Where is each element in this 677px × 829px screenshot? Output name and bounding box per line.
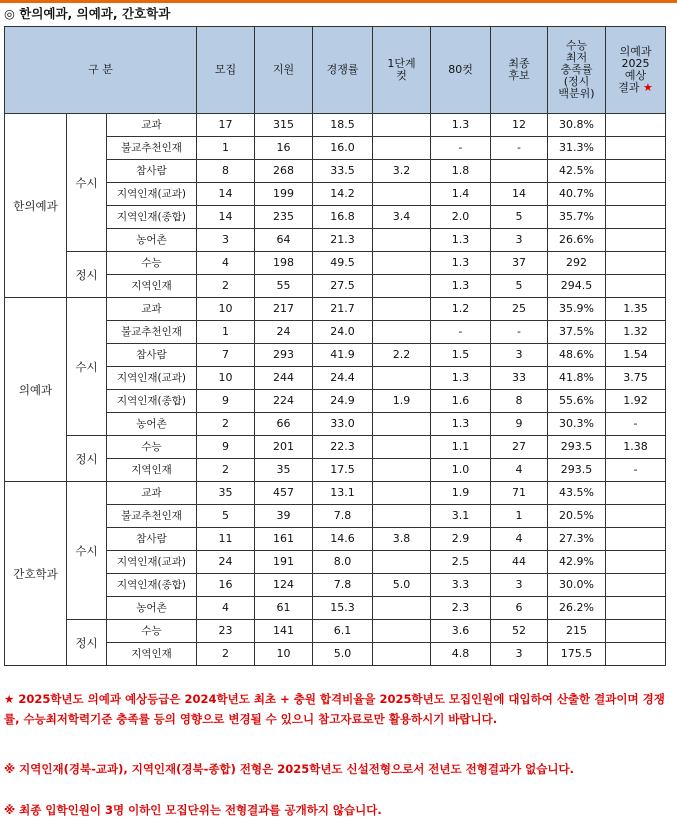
rate-cell: 21.7	[313, 298, 373, 321]
satisfy-cell: 43.5%	[548, 482, 606, 505]
pred-cell	[606, 574, 666, 597]
satisfy-cell: 48.6%	[548, 344, 606, 367]
jiwon-cell: 24	[255, 321, 313, 344]
jiwon-cell: 55	[255, 275, 313, 298]
cut1-cell: 5.0	[373, 574, 431, 597]
pred-cell	[606, 275, 666, 298]
track-cell: 지역인재(교과)	[107, 551, 197, 574]
hubo-cell: 12	[491, 114, 548, 137]
pred-cell	[606, 206, 666, 229]
header-pred-label: 의예과 2025 예상 결과	[618, 45, 652, 94]
track-cell: 참사람	[107, 160, 197, 183]
mojip-cell: 2	[197, 459, 255, 482]
hubo-cell: 5	[491, 275, 548, 298]
jiwon-cell: 16	[255, 137, 313, 160]
cut80-cell: 3.3	[431, 574, 491, 597]
header-pred	[606, 27, 666, 114]
cut1-cell	[373, 114, 431, 137]
cut1-cell	[373, 482, 431, 505]
admission-results-table	[4, 26, 666, 666]
header-cut1: 1단계 컷	[373, 27, 431, 114]
pred-cell	[606, 252, 666, 275]
rate-cell: 5.0	[313, 643, 373, 666]
cut1-cell	[373, 367, 431, 390]
jiwon-cell: 315	[255, 114, 313, 137]
satisfy-cell: 293.5	[548, 436, 606, 459]
cut80-cell: 3.6	[431, 620, 491, 643]
track-cell: 지역인재(교과)	[107, 183, 197, 206]
rate-cell: 27.5	[313, 275, 373, 298]
round-cell: 정시	[67, 252, 107, 298]
mojip-cell: 1	[197, 321, 255, 344]
cut1-cell: 3.8	[373, 528, 431, 551]
pred-cell	[606, 551, 666, 574]
hubo-cell: 3	[491, 229, 548, 252]
table-row	[5, 114, 666, 137]
hubo-cell: 44	[491, 551, 548, 574]
satisfy-cell: 26.6%	[548, 229, 606, 252]
pred-cell	[606, 183, 666, 206]
mojip-cell: 16	[197, 574, 255, 597]
pred-cell	[606, 114, 666, 137]
track-cell: 농어촌	[107, 413, 197, 436]
satisfy-cell: 41.8%	[548, 367, 606, 390]
star-icon: ★	[642, 81, 653, 94]
rate-cell: 18.5	[313, 114, 373, 137]
jiwon-cell: 124	[255, 574, 313, 597]
table-row	[5, 252, 666, 275]
hubo-cell: 1	[491, 505, 548, 528]
rate-cell: 33.0	[313, 413, 373, 436]
satisfy-cell: 42.5%	[548, 160, 606, 183]
mojip-cell: 9	[197, 390, 255, 413]
mojip-cell: 7	[197, 344, 255, 367]
rate-cell: 14.2	[313, 183, 373, 206]
cut1-cell	[373, 505, 431, 528]
pred-cell: 1.54	[606, 344, 666, 367]
satisfy-cell: 175.5	[548, 643, 606, 666]
satisfy-cell: 293.5	[548, 459, 606, 482]
hubo-cell: 25	[491, 298, 548, 321]
jiwon-cell: 199	[255, 183, 313, 206]
track-cell: 교과	[107, 298, 197, 321]
cut80-cell: 1.8	[431, 160, 491, 183]
jiwon-cell: 293	[255, 344, 313, 367]
dept-cell: 간호학과	[5, 482, 67, 666]
satisfy-cell: 30.0%	[548, 574, 606, 597]
round-cell: 수시	[67, 114, 107, 252]
top-accent-bar	[0, 0, 677, 3]
page-title: ◎ 한의예과, 의예과, 간호학과	[4, 6, 171, 21]
cut80-cell: 2.5	[431, 551, 491, 574]
track-cell: 교과	[107, 482, 197, 505]
pred-cell	[606, 597, 666, 620]
rate-cell: 16.8	[313, 206, 373, 229]
cut80-cell: 1.5	[431, 344, 491, 367]
cut80-cell: 3.1	[431, 505, 491, 528]
track-cell: 수능	[107, 252, 197, 275]
track-cell: 지역인재(교과)	[107, 367, 197, 390]
cut80-cell: 2.9	[431, 528, 491, 551]
mojip-cell: 17	[197, 114, 255, 137]
mojip-cell: 9	[197, 436, 255, 459]
cut80-cell: -	[431, 321, 491, 344]
cut80-cell: 1.3	[431, 114, 491, 137]
satisfy-cell: 35.7%	[548, 206, 606, 229]
hubo-cell: 27	[491, 436, 548, 459]
round-cell: 정시	[67, 620, 107, 666]
rate-cell: 21.3	[313, 229, 373, 252]
cut1-cell: 3.4	[373, 206, 431, 229]
table-body	[5, 114, 666, 666]
dept-cell: 한의예과	[5, 114, 67, 298]
track-cell: 불교추천인재	[107, 137, 197, 160]
rate-cell: 41.9	[313, 344, 373, 367]
cut80-cell: 4.8	[431, 643, 491, 666]
mojip-cell: 4	[197, 597, 255, 620]
jiwon-cell: 457	[255, 482, 313, 505]
cut80-cell: 1.0	[431, 459, 491, 482]
table-row	[5, 298, 666, 321]
mojip-cell: 8	[197, 160, 255, 183]
pred-cell	[606, 505, 666, 528]
cut1-cell	[373, 252, 431, 275]
cut1-cell	[373, 620, 431, 643]
satisfy-cell: 292	[548, 252, 606, 275]
pred-cell	[606, 528, 666, 551]
track-cell: 지역인재	[107, 459, 197, 482]
hubo-cell: 3	[491, 643, 548, 666]
cut1-cell	[373, 551, 431, 574]
rate-cell: 33.5	[313, 160, 373, 183]
satisfy-cell: 37.5%	[548, 321, 606, 344]
pred-cell: 1.32	[606, 321, 666, 344]
note-prediction: ★ 2025학년도 의예과 예상등급은 2024학년도 최초 + 충원 합격비율을 2025학년도 모집인원에 대입하여 산출한 결과이며 경쟁률, 수능최저학력기준 충족률 등의 영향으로 변경될 수 있으니 참고자료로만 활용하시기 바랍니다.	[4, 692, 665, 726]
jiwon-cell: 244	[255, 367, 313, 390]
round-cell: 정시	[67, 436, 107, 482]
cut80-cell: -	[431, 137, 491, 160]
cut1-cell	[373, 321, 431, 344]
cut1-cell	[373, 183, 431, 206]
mojip-cell: 3	[197, 229, 255, 252]
mojip-cell: 2	[197, 643, 255, 666]
hubo-cell: -	[491, 321, 548, 344]
header-jiwon: 지원	[255, 27, 313, 114]
hubo-cell: 4	[491, 528, 548, 551]
rate-cell: 6.1	[313, 620, 373, 643]
jiwon-cell: 66	[255, 413, 313, 436]
rate-cell: 22.3	[313, 436, 373, 459]
hubo-cell: 3	[491, 574, 548, 597]
hubo-cell: 4	[491, 459, 548, 482]
jiwon-cell: 217	[255, 298, 313, 321]
track-cell: 수능	[107, 436, 197, 459]
satisfy-cell: 42.9%	[548, 551, 606, 574]
track-cell: 지역인재	[107, 275, 197, 298]
rate-cell: 17.5	[313, 459, 373, 482]
track-cell: 참사람	[107, 344, 197, 367]
cut1-cell	[373, 137, 431, 160]
track-cell: 지역인재	[107, 643, 197, 666]
cut1-cell: 2.2	[373, 344, 431, 367]
cut80-cell: 1.2	[431, 298, 491, 321]
table-header-row	[5, 27, 666, 114]
jiwon-cell: 235	[255, 206, 313, 229]
cut1-cell	[373, 459, 431, 482]
satisfy-cell: 20.5%	[548, 505, 606, 528]
mojip-cell: 2	[197, 275, 255, 298]
hubo-cell: 71	[491, 482, 548, 505]
cut80-cell: 1.6	[431, 390, 491, 413]
track-cell: 수능	[107, 620, 197, 643]
hubo-cell: 33	[491, 367, 548, 390]
hubo-cell: 14	[491, 183, 548, 206]
jiwon-cell: 61	[255, 597, 313, 620]
pred-cell: 1.35	[606, 298, 666, 321]
header-cut80: 80컷	[431, 27, 491, 114]
cut80-cell: 2.0	[431, 206, 491, 229]
note-disclosure: ※ 최종 입학인원이 3명 이하인 모집단위는 전형결과를 공개하지 않습니다.	[4, 803, 382, 817]
rate-cell: 24.9	[313, 390, 373, 413]
mojip-cell: 24	[197, 551, 255, 574]
track-cell: 농어촌	[107, 229, 197, 252]
pred-cell	[606, 643, 666, 666]
header-hubo: 최종 후보	[491, 27, 548, 114]
mojip-cell: 14	[197, 183, 255, 206]
mojip-cell: 4	[197, 252, 255, 275]
cut1-cell	[373, 275, 431, 298]
hubo-cell: 5	[491, 206, 548, 229]
rate-cell: 24.4	[313, 367, 373, 390]
cut80-cell: 1.4	[431, 183, 491, 206]
cut80-cell: 1.3	[431, 275, 491, 298]
header-rate: 경쟁률	[313, 27, 373, 114]
cut1-cell: 3.2	[373, 160, 431, 183]
pred-cell: 1.92	[606, 390, 666, 413]
track-cell: 참사람	[107, 528, 197, 551]
cut1-cell	[373, 413, 431, 436]
jiwon-cell: 10	[255, 643, 313, 666]
pred-cell: -	[606, 459, 666, 482]
rate-cell: 8.0	[313, 551, 373, 574]
hubo-cell: 37	[491, 252, 548, 275]
satisfy-cell: 30.8%	[548, 114, 606, 137]
hubo-cell: 8	[491, 390, 548, 413]
pred-cell	[606, 482, 666, 505]
header-satisfy: 수능 최저 충족률 (정시 백분위)	[548, 27, 606, 114]
cut1-cell	[373, 597, 431, 620]
pred-cell: 1.38	[606, 436, 666, 459]
satisfy-cell: 30.3%	[548, 413, 606, 436]
jiwon-cell: 161	[255, 528, 313, 551]
jiwon-cell: 201	[255, 436, 313, 459]
mojip-cell: 1	[197, 137, 255, 160]
hubo-cell	[491, 160, 548, 183]
cut80-cell: 1.3	[431, 367, 491, 390]
mojip-cell: 10	[197, 367, 255, 390]
note-new-track: ※ 지역인재(경북-교과), 지역인재(경북-종합) 전형은 2025학년도 신설전형으로서 전년도 전형결과가 없습니다.	[4, 762, 574, 776]
track-cell: 지역인재(종합)	[107, 390, 197, 413]
satisfy-cell: 215	[548, 620, 606, 643]
track-cell: 지역인재(종합)	[107, 574, 197, 597]
rate-cell: 7.8	[313, 505, 373, 528]
hubo-cell: 9	[491, 413, 548, 436]
round-cell: 수시	[67, 298, 107, 436]
pred-cell: 3.75	[606, 367, 666, 390]
mojip-cell: 11	[197, 528, 255, 551]
rate-cell: 16.0	[313, 137, 373, 160]
pred-cell	[606, 137, 666, 160]
hubo-cell: 6	[491, 597, 548, 620]
track-cell: 지역인재(종합)	[107, 206, 197, 229]
jiwon-cell: 39	[255, 505, 313, 528]
satisfy-cell: 27.3%	[548, 528, 606, 551]
cut1-cell: 1.9	[373, 390, 431, 413]
rate-cell: 14.6	[313, 528, 373, 551]
cut1-cell	[373, 436, 431, 459]
jiwon-cell: 191	[255, 551, 313, 574]
satisfy-cell: 31.3%	[548, 137, 606, 160]
table-row	[5, 436, 666, 459]
rate-cell: 49.5	[313, 252, 373, 275]
satisfy-cell: 35.9%	[548, 298, 606, 321]
hubo-cell: 3	[491, 344, 548, 367]
rate-cell: 24.0	[313, 321, 373, 344]
rate-cell: 7.8	[313, 574, 373, 597]
pred-cell	[606, 229, 666, 252]
rate-cell: 13.1	[313, 482, 373, 505]
mojip-cell: 10	[197, 298, 255, 321]
track-cell: 교과	[107, 114, 197, 137]
dept-cell: 의예과	[5, 298, 67, 482]
cut80-cell: 1.3	[431, 413, 491, 436]
header-mojip: 모집	[197, 27, 255, 114]
track-cell: 농어촌	[107, 597, 197, 620]
pred-cell	[606, 160, 666, 183]
cut1-cell	[373, 229, 431, 252]
jiwon-cell: 35	[255, 459, 313, 482]
satisfy-cell: 40.7%	[548, 183, 606, 206]
track-cell: 불교추천인재	[107, 321, 197, 344]
cut80-cell: 1.3	[431, 252, 491, 275]
cut80-cell: 1.1	[431, 436, 491, 459]
mojip-cell: 2	[197, 413, 255, 436]
jiwon-cell: 268	[255, 160, 313, 183]
satisfy-cell: 55.6%	[548, 390, 606, 413]
table-row	[5, 620, 666, 643]
jiwon-cell: 141	[255, 620, 313, 643]
cut80-cell: 2.3	[431, 597, 491, 620]
hubo-cell: -	[491, 137, 548, 160]
mojip-cell: 5	[197, 505, 255, 528]
cut80-cell: 1.9	[431, 482, 491, 505]
track-cell: 불교추천인재	[107, 505, 197, 528]
hubo-cell: 52	[491, 620, 548, 643]
jiwon-cell: 224	[255, 390, 313, 413]
satisfy-cell: 294.5	[548, 275, 606, 298]
cut1-cell	[373, 298, 431, 321]
jiwon-cell: 64	[255, 229, 313, 252]
mojip-cell: 35	[197, 482, 255, 505]
mojip-cell: 14	[197, 206, 255, 229]
cut1-cell	[373, 643, 431, 666]
jiwon-cell: 198	[255, 252, 313, 275]
pred-cell	[606, 620, 666, 643]
round-cell: 수시	[67, 482, 107, 620]
rate-cell: 15.3	[313, 597, 373, 620]
satisfy-cell: 26.2%	[548, 597, 606, 620]
cut80-cell: 1.3	[431, 229, 491, 252]
header-gubun: 구 분	[5, 27, 197, 114]
mojip-cell: 23	[197, 620, 255, 643]
table-row	[5, 482, 666, 505]
pred-cell: -	[606, 413, 666, 436]
